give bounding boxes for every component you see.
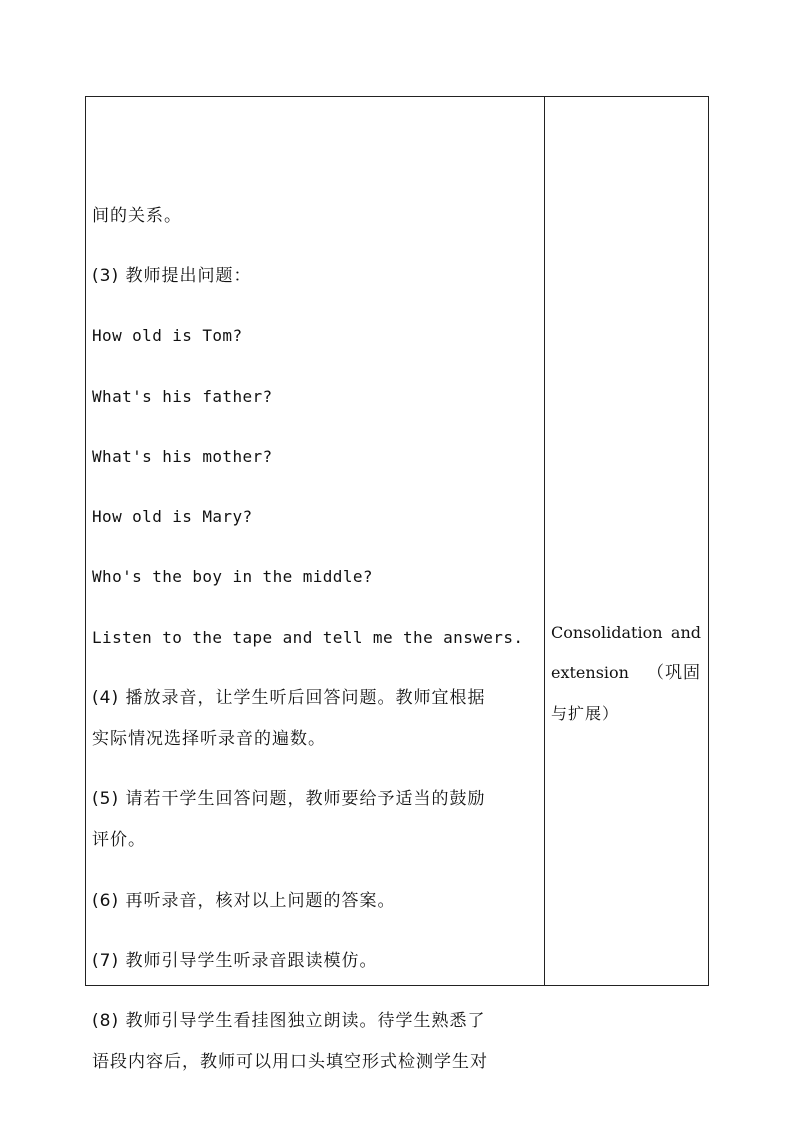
stage-label-cell [545, 97, 708, 985]
instruction-line: Listen to the tape and tell me the answers. [92, 628, 524, 647]
procedure-line: (3) 教师提出问题： [92, 266, 252, 286]
question-line: How old is Tom? [92, 326, 243, 345]
procedure-line: (6) 再听录音，核对以上问题的答案。 [92, 891, 396, 911]
stage-label-word: （巩固 [647, 663, 701, 683]
procedure-line: (8) 教师引导学生看挂图独立朗读。待学生熟悉了 [92, 1011, 486, 1031]
stage-label-word: and [670, 623, 701, 642]
question-line: What's his father? [92, 387, 273, 406]
question-line: Who's the boy in the middle? [92, 567, 373, 586]
procedure-line: 间的关系。 [92, 206, 182, 226]
question-line: How old is Mary? [92, 507, 253, 526]
stage-label-word: Consolidation [551, 623, 663, 642]
lesson-plan-table [85, 96, 709, 1072]
stage-label-word: extension [551, 663, 629, 682]
stage-label-line [551, 663, 701, 683]
stage-label-line: 与扩展） [551, 704, 620, 723]
procedure-line: (5) 请若干学生回答问题，教师要给予适当的鼓励 [92, 789, 486, 809]
procedure-line: 语段内容后，教师可以用口头填空形式检测学生对 [92, 1052, 488, 1072]
question-line: What's his mother? [92, 447, 273, 466]
procedure-line: 评价。 [92, 830, 146, 850]
teaching-procedure-cell [86, 97, 545, 1072]
stage-label-line [551, 623, 701, 643]
procedure-line: (7) 教师引导学生听录音跟读模仿。 [92, 951, 378, 971]
procedure-line: 实际情况选择听录音的遍数。 [92, 729, 326, 749]
procedure-line: (4) 播放录音，让学生听后回答问题。教师宜根据 [92, 688, 486, 708]
